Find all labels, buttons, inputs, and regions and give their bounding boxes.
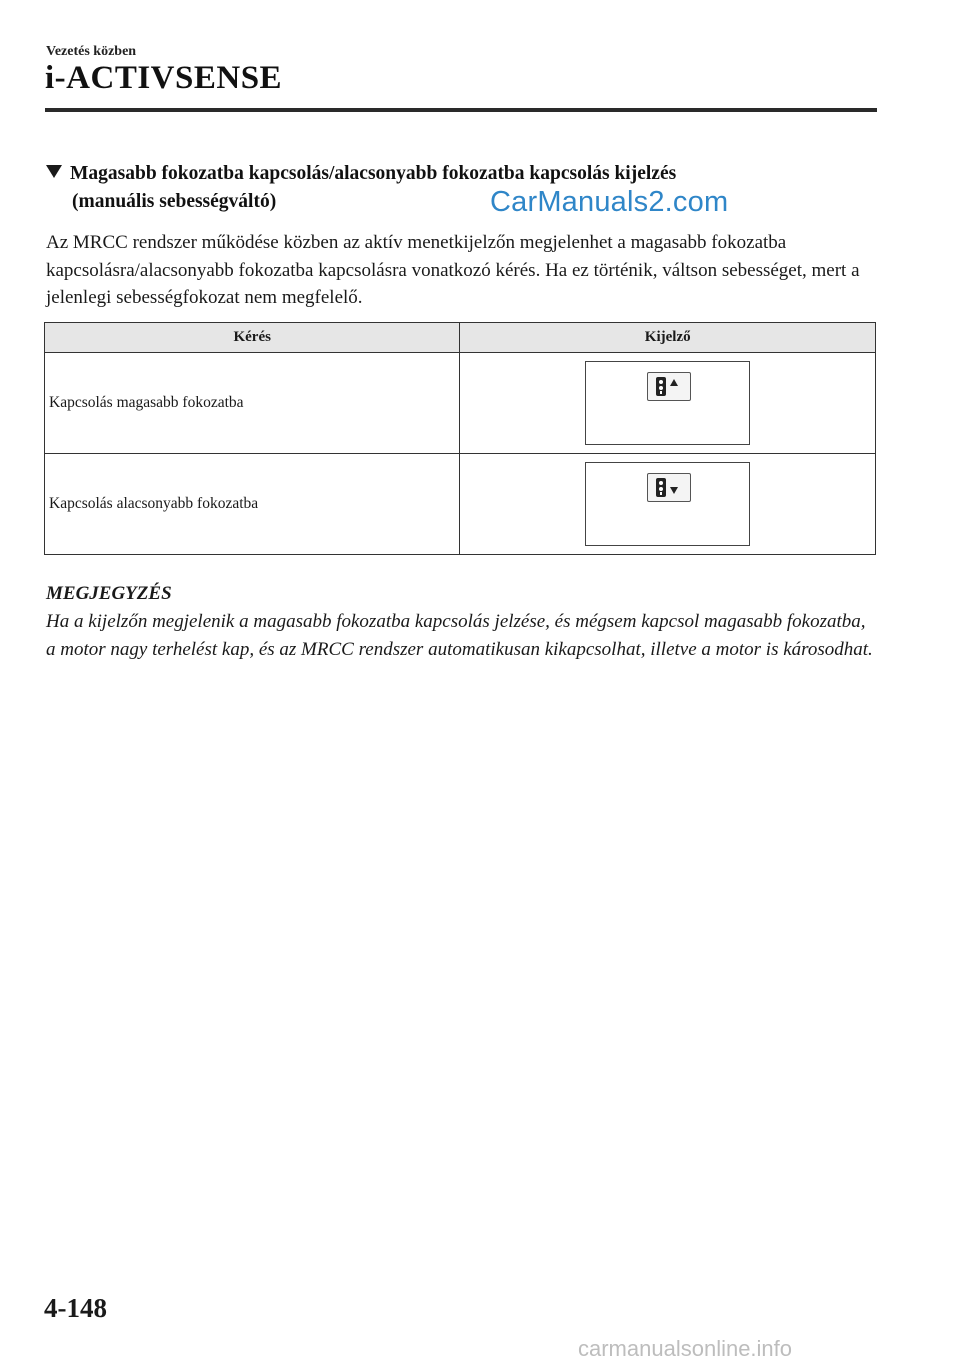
triangle-bullet-icon xyxy=(46,165,62,178)
section-label: Vezetés közben xyxy=(46,44,137,59)
heading-line-2: (manuális sebességváltó) xyxy=(72,191,277,212)
table-header-row xyxy=(45,323,876,353)
page-number: 4-148 xyxy=(44,1293,107,1323)
display-screen xyxy=(585,361,750,445)
note-title: MEGJEGYZÉS xyxy=(46,583,172,604)
table-cell-request: Kapcsolás alacsonyabb fokozatba xyxy=(45,454,460,555)
body-paragraph: Az MRCC rendszer működése közben az aktív menetkijelzőn megjelenhet a magasabb fokozatba kapcsolásra/alacsonyabb fokozatba kapcsolásra vonatkozó kérés. Ha ez történik, váltson sebességet, mert a jelenlegi sebességfokozat nem megfelelő. xyxy=(46,232,860,308)
footer-watermark: carmanualsonline.info xyxy=(578,1336,793,1361)
shift-up-indicator-icon xyxy=(647,372,691,401)
table-cell-request: Kapcsolás magasabb fokozatba xyxy=(45,353,460,454)
table-row xyxy=(45,454,876,555)
table-row xyxy=(45,353,876,454)
chapter-title: i-ACTIVSENSE xyxy=(45,60,283,96)
table-header-display: Kijelző xyxy=(460,323,876,353)
note-body: Ha a kijelzőn megjelenik a magasabb fokozatba kapcsolás jelzése, és mégsem kapcsol magasabb fokozatba, a motor nagy terhelést kap, és az MRCC rendszer automatikusan kikapcsolhat, illetve a motor is károsodhat. xyxy=(46,611,873,660)
table-cell-display xyxy=(460,353,876,454)
header-divider xyxy=(45,108,877,112)
table-header-request: Kérés xyxy=(45,323,460,353)
table-cell-display xyxy=(460,454,876,555)
heading-line-1: Magasabb fokozatba kapcsolás/alacsonyabb fokozatba kapcsolás kijelzés xyxy=(70,163,677,184)
shift-down-indicator-icon xyxy=(647,473,691,502)
watermark-text: CarManuals2.com xyxy=(490,186,729,218)
display-screen xyxy=(585,462,750,546)
section-heading xyxy=(46,160,866,216)
request-display-table xyxy=(44,322,876,555)
